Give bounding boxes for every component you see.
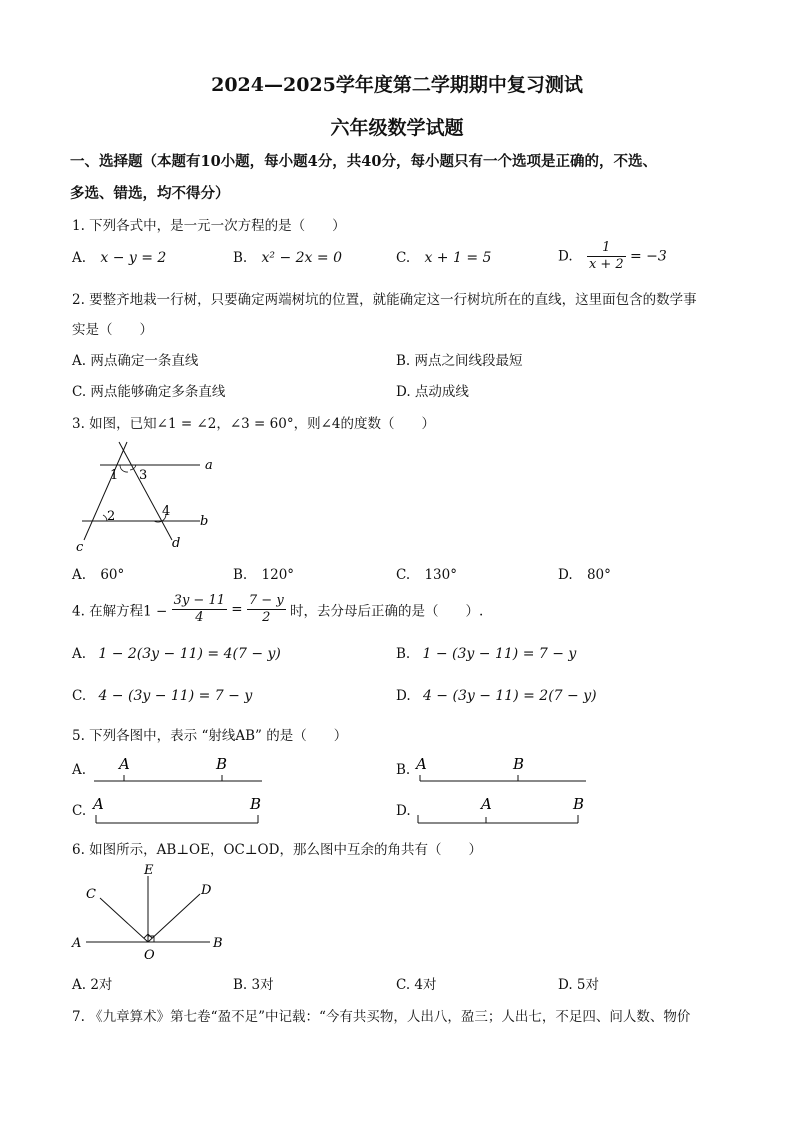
q4-fraction-1-numerator: 3y − 11 [173,593,225,608]
q1-option-a-expr: x − y = 2 [100,250,167,266]
q4-option-d-expr: 4 − (3y − 11) = 2(7 − y) [422,688,597,704]
section-header-line1: 一、选择题（本题有10小题，每小题4分，共40分，每小题只有一个选项是正确的，不选、 [70,153,657,170]
q5-option-b-figure[interactable] [412,750,592,790]
ray-od [148,894,200,942]
q4-option-b-expr: 1 − (3y − 11) = 7 − y [422,646,577,662]
q3-option-a-label: A. [72,567,87,583]
line-label-d: d [172,536,181,551]
q3-option-b-value: 120° [261,567,295,583]
q1-option-a[interactable] [72,250,166,266]
q1-option-c[interactable] [396,250,491,266]
q4-fraction-2 [247,593,286,626]
line-c [84,442,127,540]
q5-option-d-label[interactable]: D. [396,803,411,819]
q1-stem: 1. 下列各式中，是一元一次方程的是（ ） [72,218,346,234]
q4-option-d[interactable] [396,688,597,704]
angle-label-3: 3 [139,468,148,483]
q1-option-c-expr: x + 1 = 5 [424,250,492,266]
q5b-point-a: A [416,755,427,773]
ray-oc [100,898,148,942]
point-label-d: D [201,883,212,898]
angle-label-1: 1 [110,468,119,483]
q1-option-b-expr: x² − 2x = 0 [261,250,342,266]
q4-fraction-1-denominator: 4 [195,610,204,625]
point-label-c: C [86,887,96,902]
q5-option-c-figure[interactable] [90,793,270,829]
q6-option-b[interactable]: B. 3对 [233,977,274,993]
q1-option-d-numerator: 1 [587,240,626,257]
point-label-a: A [72,936,82,951]
q1-option-a-label: A. [72,250,87,266]
point-label-e: E [144,863,154,878]
q1-option-d-rest: = −3 [630,248,667,265]
q1-option-c-label: C. [396,250,411,266]
q2-stem-line2: 实是（ ） [72,322,153,338]
exam-subtitle: 六年级数学试题 [330,117,464,139]
q4-option-b-label: B. [396,646,411,662]
q4-option-c-label: C. [72,688,87,704]
q4-option-c[interactable] [72,688,252,704]
q4-option-a-label: A. [72,646,87,662]
q3-option-d-label: D. [558,567,573,583]
q1-option-b[interactable] [233,250,342,266]
angle-label-4: 4 [162,504,171,519]
q3-option-d[interactable] [558,567,611,583]
q1-option-d-label: D. [558,248,573,265]
q5a-point-a: A [119,755,130,773]
q4-option-b[interactable] [396,646,576,662]
q5d-point-a: A [481,795,492,813]
q6-option-d[interactable]: D. 5对 [558,977,600,993]
q2-option-d[interactable]: D. 点动成线 [396,384,469,400]
q1-option-d[interactable] [558,240,667,273]
q3-option-c-label: C. [396,567,411,583]
point-label-b: B [213,936,223,951]
point-label-o: O [144,948,155,963]
q5-stem: 5. 下列各图中，表示 “射线AB” 的是（ ） [72,728,348,744]
q3-option-b[interactable] [233,567,294,583]
q1-option-d-fraction [587,240,626,273]
q4-stem-pre: 4. 在解方程1 − [72,603,168,620]
q2-option-c[interactable]: C. 两点能够确定多条直线 [72,384,226,400]
line-label-a: a [205,458,213,473]
q4-stem-post: 时，去分母后正确的是（ ）. [289,603,484,620]
q5-option-c-label[interactable]: C. [72,803,87,819]
q4-option-d-label: D. [396,688,411,704]
q6-option-c[interactable]: C. 4对 [396,977,437,993]
exam-title: 2024—2025学年度第二学期期中复习测试 [211,74,583,96]
q4-stem [72,593,483,626]
section-header-line2: 多选、错选，均不得分） [70,185,230,202]
q5-option-b-label[interactable]: B. [396,762,411,778]
q3-stem: 3. 如图，已知∠1 = ∠2，∠3 = 60°，则∠4的度数（ ） [72,416,435,432]
q5-option-a-label[interactable]: A. [72,762,87,778]
q5-option-a-figure[interactable] [90,750,270,790]
q3-option-a-value: 60° [100,567,125,583]
q3-option-a[interactable] [72,567,124,583]
q5-option-d-figure[interactable] [412,793,592,829]
q6-option-a[interactable]: A. 2对 [72,977,113,993]
q4-fraction-1 [172,593,227,626]
q2-stem-line1: 2. 要整齐地栽一行树，只要确定两端树坑的位置，就能确定这一行树坑所在的直线，这里面包含的数学事 [72,292,697,308]
line-d [119,442,172,540]
q6-stem: 6. 如图所示，AB⊥OE，OC⊥OD，那么图中互余的角共有（ ） [72,842,482,858]
q3-option-c[interactable] [396,567,457,583]
q3-option-d-value: 80° [586,567,611,583]
q5d-point-b: B [573,795,585,813]
q4-fraction-2-numerator: 7 − y [248,593,284,608]
q5c-point-a: A [93,795,104,813]
q3-option-c-value: 130° [424,567,457,583]
q4-option-a[interactable] [72,646,281,662]
q5c-point-b: B [250,795,262,813]
q2-option-a[interactable]: A. 两点确定一条直线 [72,353,199,369]
q1-option-d-denominator: x + 2 [588,257,624,272]
q2-option-b[interactable]: B. 两点之间线段最短 [396,353,523,369]
q3-figure [72,440,232,555]
q1-option-b-label: B. [233,250,248,266]
q7-stem: 7. 《九章算术》第七卷“盈不足”中记载：“今有共买物，人出八，盈三；人出七，不足四、问人数、物价 [72,1009,691,1025]
q4-fraction-2-denominator: 2 [262,610,271,625]
line-label-b: b [200,514,209,529]
q4-option-c-expr: 4 − (3y − 11) = 7 − y [98,688,253,704]
angle-arc-1 [120,465,128,472]
q4-equals: = [231,601,243,618]
q5a-point-b: B [216,755,228,773]
q3-option-b-label: B. [233,567,248,583]
q4-option-a-expr: 1 − 2(3y − 11) = 4(7 − y) [98,646,281,662]
angle-label-2: 2 [107,509,116,524]
line-label-c: c [76,540,84,555]
q6-figure [68,858,233,968]
q5b-point-b: B [513,755,525,773]
